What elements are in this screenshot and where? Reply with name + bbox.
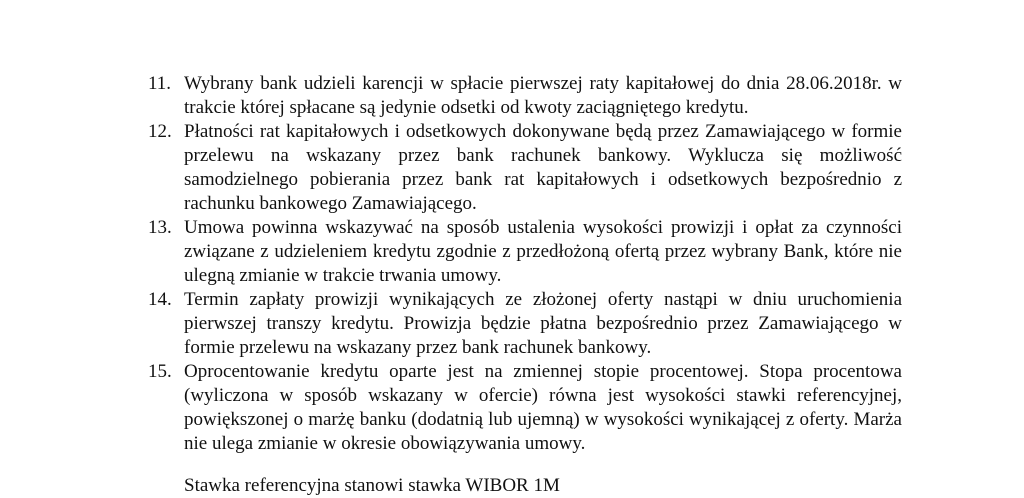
list-item bbox=[148, 72, 902, 120]
item-number: 15. bbox=[148, 361, 172, 382]
item-text: Wybrany bank udzieli karencji w spłacie pierwszej raty kapitałowej do dnia 28.06.2018r. w trakcie której spłacane są jedynie odsetki od kwoty zaciągniętego kredytu. bbox=[184, 73, 902, 118]
item-text: Płatności rat kapitałowych i odsetkowych dokonywane będą przez Zamawiającego w formie przelewu na wskazany przez bank rachunek bankowy. Wyklucza się możliwość samodzielnego pobierania przez bank rat kapitałowych i odsetkowych bezpośrednio z rachunku bankowego Zamawiającego. bbox=[184, 121, 902, 214]
item-text: Oprocentowanie kredytu oparte jest na zmiennej stopie procentowej. Stopa procentowa (wyliczona w sposób wskazany w ofercie) równa jest wysokości stawki referencyjnej, powiększonej o marżę banku (dodatnią lub ujemną) w wysokości wynikającej z oferty. Marża nie ulega zmianie w okresie obowiązywania umowy. bbox=[184, 361, 902, 454]
numbered-list bbox=[148, 72, 902, 456]
item-number: 11. bbox=[148, 73, 172, 94]
item-text: Termin zapłaty prowizji wynikających ze złożonej oferty nastąpi w dniu uruchomienia pierwszej transzy kredytu. Prowizja będzie płatna bezpośrednio przez Zamawiającego w formie przelewu na wskazany przez bank rachunek bankowy. bbox=[184, 289, 902, 358]
list-item bbox=[148, 120, 902, 216]
cut-off-line: Stawka referencyjna stanowi stawka WIBOR 1M bbox=[184, 475, 560, 496]
list-item bbox=[148, 288, 902, 360]
list-item bbox=[148, 216, 902, 288]
item-number: 13. bbox=[148, 217, 172, 238]
item-text: Umowa powinna wskazywać na sposób ustalenia wysokości prowizji i opłat za czynności związane z udzieleniem kredytu zgodnie z przedłożoną ofertą przez wybrany Bank, które nie ulegną zmianie w trakcie trwania umowy. bbox=[184, 217, 902, 286]
item-number: 12. bbox=[148, 121, 172, 142]
item-number: 14. bbox=[148, 289, 172, 310]
list-item bbox=[148, 360, 902, 456]
